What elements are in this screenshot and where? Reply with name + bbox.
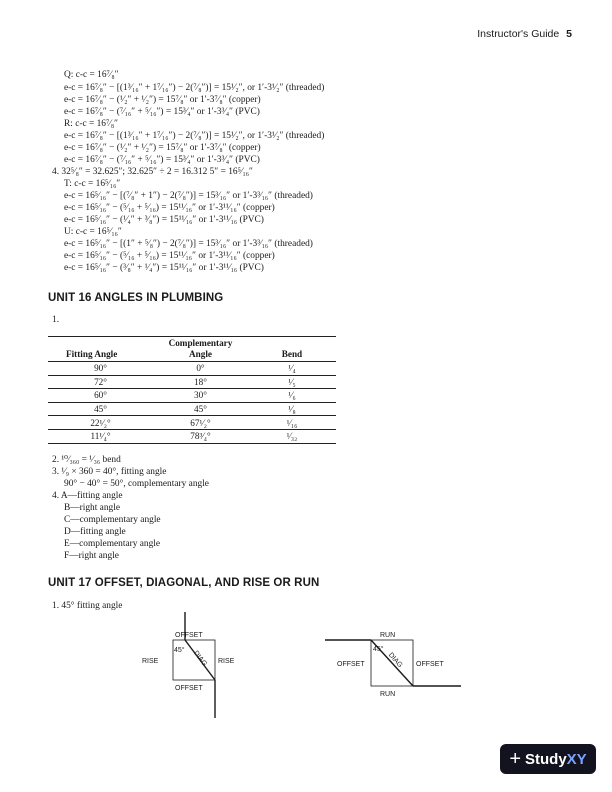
page-number: 5 — [566, 28, 572, 40]
bend-cell: ¹⁄₅ — [248, 375, 336, 389]
table-row — [48, 389, 336, 403]
unit17-item-1: 1. 45° fitting angle — [52, 601, 123, 611]
fitting-angle-cell: 90° — [48, 362, 153, 376]
angles-table — [48, 336, 336, 444]
label-right-rise: RISE — [218, 658, 235, 665]
studyxy-badge[interactable] — [500, 744, 596, 774]
answer-line: U: c-c = 16⁵⁄₁₆″ — [64, 227, 122, 237]
answer-line: e-c = 16⁵⁄₁₆″ − [(⁷⁄₈″ + 1″) − 2(⁷⁄₈″)] = 15³⁄₁₆″ or 1′-3³⁄₁₆″ (threaded) — [64, 191, 313, 201]
fitting-angle-cell: 22¹⁄₂° — [48, 416, 153, 430]
table-row — [48, 362, 336, 376]
unit16-item-1: 1. — [52, 315, 60, 325]
fitting-angle-cell: 11¹⁄₄° — [48, 429, 153, 443]
answer-line: 4. A—fitting angle — [52, 491, 123, 501]
table-row — [48, 429, 336, 443]
answer-line: Q: c-c = 16⁷⁄₈″ — [64, 70, 119, 80]
complementary-angle-cell: 45° — [153, 402, 248, 416]
answer-line: C—complementary angle — [64, 515, 161, 525]
answer-line: 2. ¹⁰⁄₃₆₀ = ¹⁄₃₆ bend — [52, 455, 121, 465]
answer-line: D—fitting angle — [64, 527, 126, 537]
unit16-heading: UNIT 16 ANGLES IN PLUMBING — [48, 292, 224, 304]
answer-line: e-c = 16⁷⁄₈″ − (⁷⁄₁₆″ + ⁵⁄₁₆″) = 15³⁄₄″ or 1′-3³⁄₄″ (PVC) — [64, 107, 260, 117]
answer-line: B—right angle — [64, 503, 120, 513]
label-left-offset: OFFSET — [337, 661, 365, 668]
fitting-angle-cell: 60° — [48, 389, 153, 403]
offset-rise-diagram — [140, 612, 250, 722]
answer-line: E—complementary angle — [64, 539, 161, 549]
label-diag: DIAG — [191, 649, 208, 668]
table-row — [48, 375, 336, 389]
answer-line: e-c = 16⁷⁄₈″ − (¹⁄₂″ + ¹⁄₂″) = 15⁷⁄₈″ or 1′-3⁷⁄₈″ (copper) — [64, 143, 261, 153]
answer-line: 4. 32⁵⁄₈″ = 32.625″; 32.625″ ÷ 2 = 16.312 5″ = 16⁵⁄₁₆″ — [52, 167, 253, 177]
answer-line: e-c = 16⁷⁄₈″ − [(1³⁄₁₆″ + 1⁷⁄₁₆″) − 2(⁷⁄₈″)] = 15¹⁄₂″, or 1′-3¹⁄₂″ (threaded) — [64, 83, 325, 93]
answer-line: e-c = 16⁷⁄₈″ − (¹⁄₂″ + ¹⁄₂″) = 15⁷⁄₈″ or 1′-3⁷⁄₈″ (copper) — [64, 95, 261, 105]
answer-line: e-c = 16⁵⁄₁₆″ − (¹⁄₄″ + ³⁄₈″) = 15¹¹⁄₁₆″ or 1′-3¹¹⁄₁₆ (PVC) — [64, 215, 264, 225]
bend-cell: ¹⁄₁₆ — [248, 416, 336, 430]
fitting-angle-cell: 45° — [48, 402, 153, 416]
answer-line: F—right angle — [64, 551, 119, 561]
bend-cell: ¹⁄₃₂ — [248, 429, 336, 443]
label-angle: 45° — [373, 646, 384, 653]
label-bottom-run: RUN — [380, 691, 396, 698]
label-left-rise: RISE — [142, 658, 159, 665]
badge-xy: XY — [566, 750, 587, 768]
complementary-angle-header: Complementary Angle — [153, 337, 248, 362]
complementary-angle-cell: 30° — [153, 389, 248, 403]
label-top-offset: OFFSET — [175, 632, 203, 639]
unit17-heading: UNIT 17 OFFSET, DIAGONAL, AND RISE OR RUN — [48, 577, 320, 589]
plus-icon: + — [509, 748, 521, 770]
label-diag: DIAG — [386, 651, 404, 670]
table-row — [48, 416, 336, 430]
answer-line: e-c = 16⁵⁄₁₆″ − (⁵⁄₁₆ + ⁵⁄₁₆) = 15¹¹⁄₁₆″ or 1′-3¹¹⁄₁₆″ (copper) — [64, 203, 275, 213]
badge-study: Study — [525, 750, 567, 768]
label-right-offset: OFFSET — [416, 661, 444, 668]
guide-title: Instructor's Guide — [477, 28, 560, 40]
fitting-angle-cell: 72° — [48, 375, 153, 389]
label-top-run: RUN — [380, 632, 396, 639]
bend-cell: ¹⁄₄ — [248, 362, 336, 376]
bend-header: Bend — [248, 337, 336, 362]
label-angle: 45° — [174, 647, 185, 654]
answer-line: e-c = 16⁷⁄₈″ − (⁷⁄₁₆″ + ⁵⁄₁₆″) = 15³⁄₄″ or 1′-3³⁄₄″ (PVC) — [64, 155, 260, 165]
answer-line: 3. ¹⁄₉ × 360 = 40°, fitting angle — [52, 467, 167, 477]
answer-line: e-c = 16⁷⁄₈″ − [(1³⁄₁₆″ + 1⁷⁄₁₆″) − 2(⁷⁄₈″)] = 15¹⁄₂″, or 1′-3¹⁄₂″ (threaded) — [64, 131, 325, 141]
page-header — [477, 28, 572, 40]
answer-line: T: c-c = 16⁵⁄₁₆″ — [64, 179, 121, 189]
complementary-angle-cell: 67¹⁄₂° — [153, 416, 248, 430]
fitting-angle-header: Fitting Angle — [48, 337, 153, 362]
answer-line: e-c = 16⁵⁄₁₆″ − [(1″ + ⁵⁄₈″) − 2(⁷⁄₈″)] = 15³⁄₁₆″ or 1′-3³⁄₁₆″ (threaded) — [64, 239, 313, 249]
answer-line: e-c = 16⁵⁄₁₆″ − (³⁄₈″ + ¹⁄₄″) = 15¹¹⁄₁₆″ or 1′-3¹¹⁄₁₆ (PVC) — [64, 263, 264, 273]
complementary-angle-cell: 18° — [153, 375, 248, 389]
answer-line: R: c-c = 16⁷⁄₈″ — [64, 119, 119, 129]
table-row — [48, 402, 336, 416]
bend-cell: ¹⁄₈ — [248, 402, 336, 416]
label-bottom-offset: OFFSET — [175, 685, 203, 692]
complementary-angle-cell: 0° — [153, 362, 248, 376]
offset-run-diagram — [325, 628, 465, 708]
answer-line: 90° − 40° = 50°, complementary angle — [64, 479, 209, 489]
complementary-angle-cell: 78³⁄₄° — [153, 429, 248, 443]
answer-line: e-c = 16⁵⁄₁₆″ − (⁵⁄₁₆ + ⁵⁄₁₆) = 15¹¹⁄₁₆″ or 1′-3¹¹⁄₁₆″ (copper) — [64, 251, 275, 261]
bend-cell: ¹⁄₆ — [248, 389, 336, 403]
